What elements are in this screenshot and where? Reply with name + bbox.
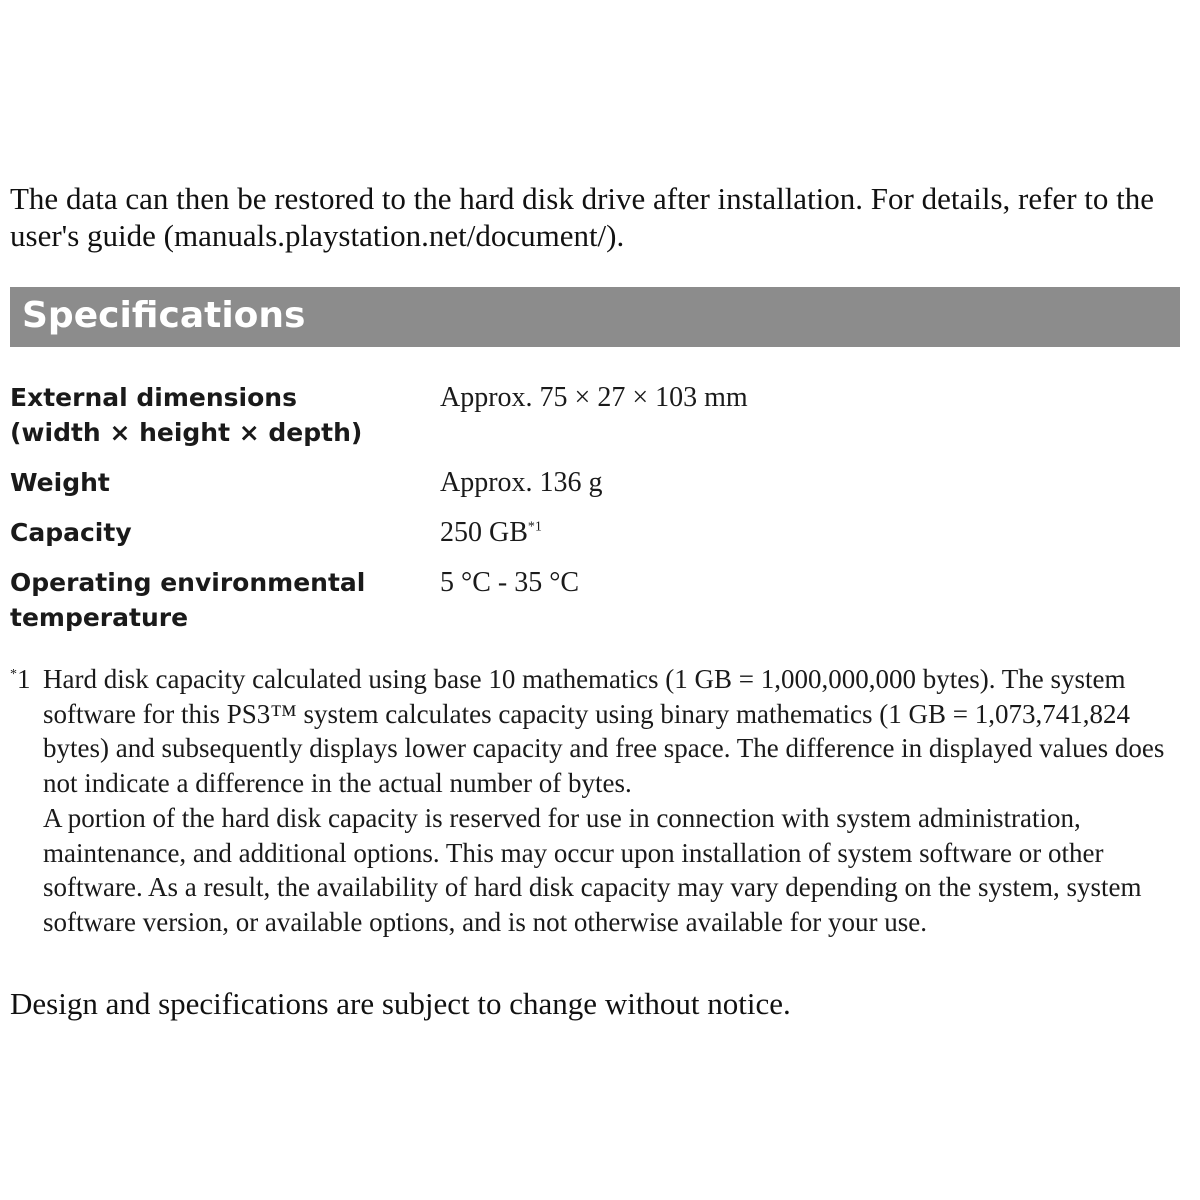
closing-note: Design and specifications are subject to change without notice. [10, 986, 791, 1021]
section-title: Specifications [22, 295, 306, 336]
spec-label [10, 380, 420, 450]
spec-label [10, 515, 420, 550]
spec-label [10, 565, 420, 635]
spec-value [440, 515, 1140, 550]
spec-label-line: temperature [10, 603, 189, 632]
spec-value: 5 °C - 35 °C [440, 567, 580, 598]
spec-label-line: Capacity [10, 518, 132, 547]
capacity-value: 250 GB [440, 517, 528, 548]
spec-value: Approx. 136 g [440, 467, 603, 498]
footnote-paragraph: A portion of the hard disk capacity is reserved for use in connection with system administration, maintenance, and additional options. This may occur upon installation of system software or other software. As a result, the availability of hard disk capacity may vary depending on the system, system software version, or available options, and is not otherwise available for your use. [43, 802, 1142, 937]
footnote-reference: *1 [527, 519, 542, 535]
footnote [10, 662, 1180, 940]
footnote-paragraph [10, 662, 1180, 801]
intro-paragraph: The data can then be restored to the hard disk drive after installation. For details, refer to the user's guide (manuals.playstation.net/document/). [10, 181, 1155, 253]
specifications-header-bar [10, 287, 1180, 347]
spec-label-line: Operating environmental [10, 568, 366, 597]
spec-label-line: (width × height × depth) [10, 418, 363, 447]
footnote-marker: *1 [10, 664, 31, 694]
spec-label-line: External dimensions [10, 383, 297, 412]
spec-label-line: Weight [10, 468, 110, 497]
spec-label [10, 465, 420, 500]
footnote-text: Hard disk capacity calculated using base 10 mathematics (1 GB = 1,000,000,000 bytes). The system software for this PS3™ system calculates capacity using binary mathematics (1 GB = 1,073,741,824 bytes) and subsequently displays lower capacity and free space. The difference in displayed values does not indicate a difference in the actual number of bytes. [43, 664, 1165, 799]
spec-value: Approx. 75 × 27 × 103 mm [440, 382, 748, 413]
